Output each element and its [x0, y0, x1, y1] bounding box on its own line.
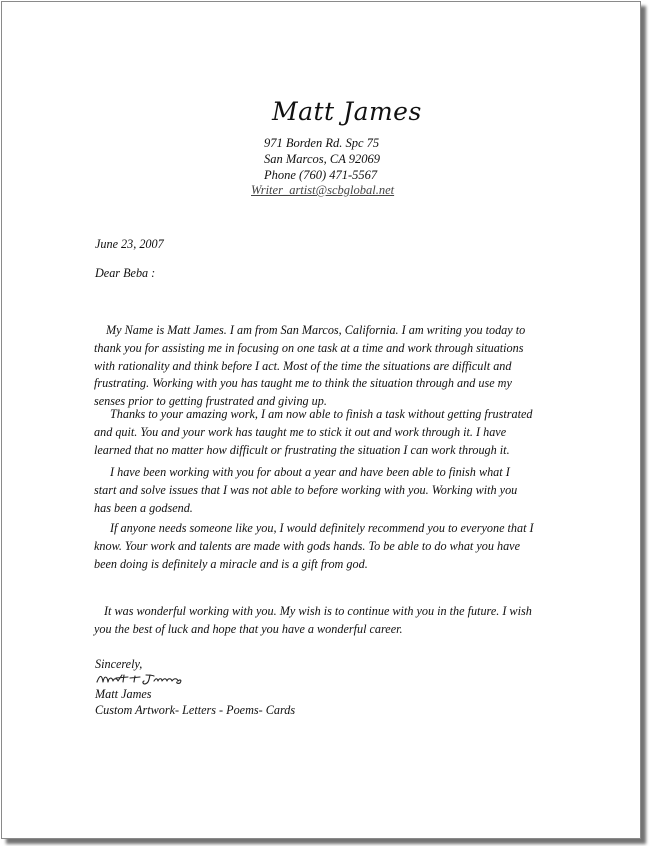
closing-valediction: Sincerely, [95, 657, 143, 671]
paragraph-4 [94, 520, 534, 573]
paragraph-line: you the best of luck and hope that you have a wonderful career. [94, 621, 403, 636]
paragraph-5 [94, 603, 532, 639]
closing-name: Matt James [95, 687, 152, 701]
letterhead-phone: Phone (760) 471-5567 [264, 168, 378, 182]
paragraph-2 [94, 406, 533, 459]
paragraph-line: Thanks to your amazing work, I am now able to finish a task without getting frustrated [110, 407, 533, 421]
paragraph-line: know. Your work and talents are made with gods hands. To be able to do what you have [94, 538, 520, 553]
paragraph-line: My Name is Matt James. I am from San Marcos, California. I am writing you today to [106, 323, 526, 337]
paragraph-line: start and solve issues that I was not able to before working with you. Working with you [94, 482, 518, 497]
paragraph-line: and quit. You and your work has taught me to stick it out and work through it. I have [94, 424, 507, 439]
letterhead-address-line1: 971 Borden Rd. Spc 75 [264, 136, 380, 150]
letterhead-address-line2: San Marcos, CA 92069 [264, 152, 380, 166]
letterhead-email: Writer_artist@scbglobal.net [251, 183, 395, 197]
paragraph-line: frustrating. Working with you has taught me to think the situation through and use my [94, 376, 512, 391]
paragraph-line: If anyone needs someone like you, I would definitely recommend you to everyone that I [110, 521, 534, 535]
paragraph-3 [94, 464, 518, 517]
letter-salutation: Dear Beba : [95, 266, 156, 280]
letterhead-name: Matt James [272, 97, 422, 126]
letter-date: June 23, 2007 [95, 237, 164, 251]
paragraph-line: I have been working with you for about a year and have been able to finish what I [110, 465, 510, 479]
paragraph-line: been doing is definitely a miracle and is a gift from god. [94, 556, 368, 571]
closing-tagline: Custom Artwork- Letters - Poems- Cards [95, 703, 296, 717]
paragraph-line: thank you for assisting me in focusing on one task at a time and work through situations [94, 340, 524, 355]
paragraph-line: has been a godsend. [94, 500, 193, 515]
paragraph-1 [94, 322, 526, 411]
paragraph-line: senses prior to getting frustrated and giving up. [94, 394, 327, 409]
paragraph-line: It was wonderful working with you. My wish is to continue with you in the future. I wish [104, 604, 532, 618]
letter-page [1, 1, 641, 839]
paragraph-line: learned that no matter how difficult or frustrating the situation I can work through it. [94, 442, 510, 457]
paragraph-line: with rationality and think before I act. Most of the time the situations are difficult and [94, 358, 512, 373]
